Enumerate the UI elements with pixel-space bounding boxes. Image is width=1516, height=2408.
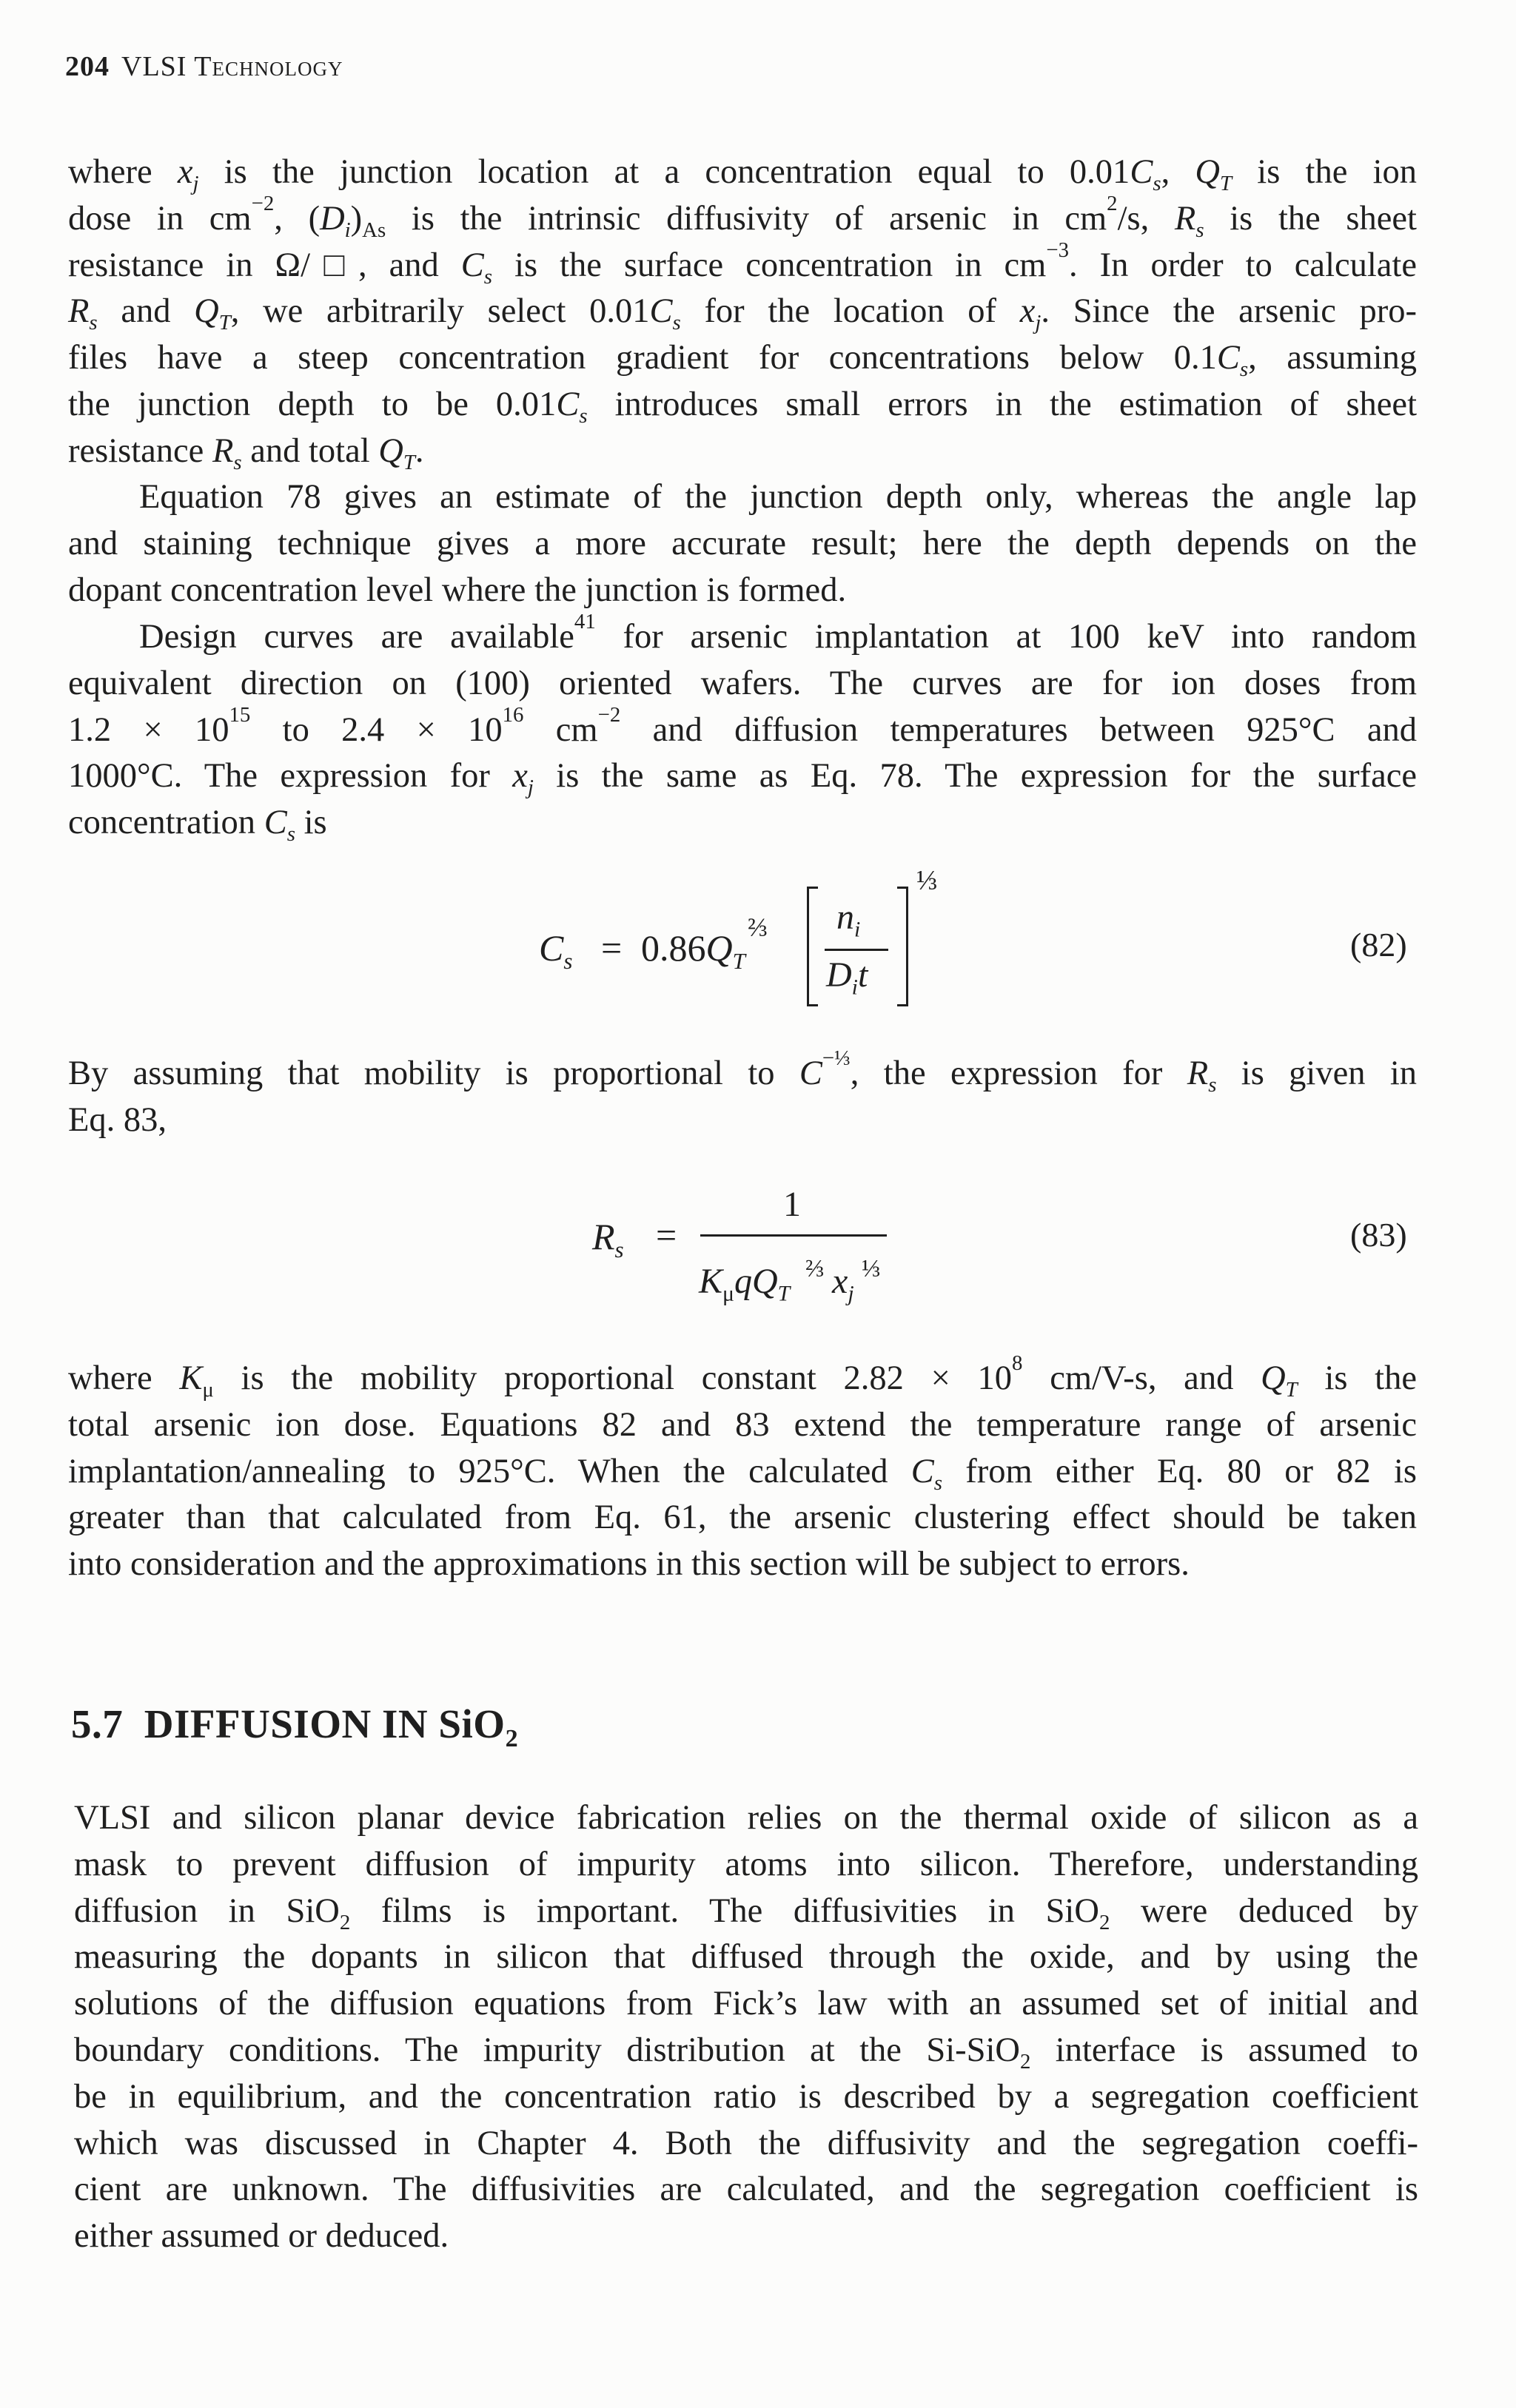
paragraph-design-curves [68, 610, 1417, 847]
text-line: which was discussed in Chapter 4. Both the diffusivity and the segregation coeffi- [74, 2124, 1418, 2162]
eq82-denominator: $D_it$ [826, 955, 868, 1000]
eq83-xj: $x_j$ [832, 1262, 854, 1306]
eq83-denominator: $K_\mu qQ_T$ [699, 1262, 791, 1306]
eq82-qt-exponent: ⅔ [748, 912, 768, 942]
book-title: VLSI Technology [121, 51, 343, 82]
text-line: mask to prevent diffusion of impurity atoms into silicon. Therefore, understanding [74, 1845, 1418, 1883]
eq82-number: (82) [1350, 926, 1407, 963]
text-line: $1.2 \times 10^{15}$ to $2.4 \times 10^{16}$ $cm^{-2}$ and diffusion temperatures between 925°C and [68, 702, 1417, 749]
text-line: solutions of the diffusion equations from Fick’s law with an assumed set of initial and [74, 1985, 1418, 2023]
text-line: be in equilibrium, and the concentration ratio is described by a segregation coefficient [74, 2077, 1418, 2116]
eq83-numerator: 1 [783, 1185, 801, 1224]
eq82-right-bracket [897, 887, 908, 1006]
text-line: diffusion in SiO$_2$ films is important. The diffusivities in SiO$_2$ were deduced by [74, 1891, 1418, 1934]
eq82-equals: = [601, 927, 623, 969]
eq83-number: (83) [1350, 1216, 1407, 1254]
section-title: DIFFUSION IN SiO [144, 1701, 506, 1746]
text-line: boundary conditions. The impurity distribution at the Si-SiO$_2$ interface is assumed to [74, 2031, 1419, 2074]
text-line: the junction depth to be $0.01C_s$ introduces small errors in the estimation of sheet [68, 385, 1417, 428]
eq82-lhs: $C_s$ [539, 927, 573, 974]
text-line: greater than that calculated from Eq. 61, the arsenic clustering effect should be taken [68, 1499, 1417, 1537]
paragraph-xj-definitions [68, 149, 1417, 475]
eq83-xj-exponent: ⅓ [862, 1255, 881, 1282]
text-line: files have a steep concentration gradient for concentrations below $0.1C_s$, assuming [68, 339, 1418, 382]
text-line: implantation/annealing to 925°C. When the calculated $C_s$ from either Eq. 80 or 82 is [68, 1452, 1417, 1495]
eq82-numerator: $n_i$ [836, 898, 861, 942]
paragraph-diffusion-in-sio2 [74, 1795, 1418, 2260]
text-line: 1000°C. The expression for $x_j$ is the same as Eq. 78. The expression for the surface [68, 757, 1417, 800]
text-line: equivalent direction on (100) oriented wafers. The curves are for ion doses from [68, 664, 1417, 702]
reference-41: 41 [574, 610, 596, 634]
page-number: 204 [65, 51, 110, 82]
text-line: $R_s$ and $Q_T$, we arbitrarily select $0.01C_s$ for the location of $x_j$. Since the arsenic pro- [68, 292, 1417, 335]
text-line: Design curves are available$^{41}$ for arsenic implantation at 100 keV into random [139, 610, 1417, 656]
section-heading: 5.7 DIFFUSION IN SiO$_2$ [71, 1701, 519, 1752]
text-line: either assumed or deduced. [74, 2217, 449, 2256]
eq82-outer-exponent: ⅓ [916, 865, 938, 896]
eq82-fraction-line [825, 949, 888, 951]
text-line: VLSI and silicon planar device fabrication relies on the thermal oxide of silicon as a [74, 1799, 1418, 1837]
running-head [65, 50, 343, 83]
eq82-coefficient: $0.86Q_T$ [641, 927, 745, 974]
text-line: dopant concentration level where the junction is formed. [68, 571, 847, 609]
text-line: where $K_\mu$ is the mobility proportional constant $2.82 \times 10^8$ cm/V-s, and $Q_T$ is the [68, 1351, 1417, 1402]
eq82-left-bracket [807, 887, 818, 1006]
text-line: By assuming that mobility is proportional to $C^{-\frac{1}{3}}$, the expression for $R_s$ is given in [68, 1046, 1418, 1097]
eq83-lhs: $R_s$ [592, 1216, 624, 1262]
text-line: resistance in Ω/□, and $C_s$ is the surface concentration in $cm^{-3}$. In order to calculate [68, 238, 1417, 289]
eq83-fraction-line [700, 1234, 887, 1237]
text-line: into consideration and the approximations in this section will be subject to errors. [68, 1545, 1190, 1584]
text-line: measuring the dopants in silicon that diffused through the oxide, and by using the [74, 1938, 1418, 1977]
text-line: total arsenic ion dose. Equations 82 and 83 extend the temperature range of arsenic [68, 1405, 1417, 1444]
section-number: 5.7 [71, 1701, 124, 1746]
text-line: and staining technique gives a more accurate result; here the depth depends on the [68, 524, 1417, 562]
eq83-equals: = [656, 1214, 677, 1256]
eq83-qt-exponent: ⅔ [805, 1255, 825, 1282]
paragraph-kmu [68, 1351, 1417, 1588]
paragraph-mobility [68, 1046, 1418, 1144]
text-line: where $x_j$ is the junction location at a concentration equal to $0.01C_s$, $Q_T$ is the ion [68, 153, 1418, 196]
text-line: Equation 78 gives an estimate of the junction depth only, whereas the angle lap [139, 478, 1417, 516]
text-line: dose in $cm^{-2}$, $(D_i)_{As}$ is the intrinsic diffusivity of arsenic in $cm^2/s$, $R_s$ is the sheet [68, 191, 1417, 242]
text-line: concentration $C_s$ is [68, 804, 327, 847]
text-line: resistance $R_s$ and total $Q_T$. [68, 431, 424, 474]
text-line: Eq. 83, [68, 1100, 167, 1139]
paragraph-equation-78 [68, 474, 1417, 613]
text-line: cient are unknown. The diffusivities are calculated, and the segregation coefficient is [74, 2170, 1418, 2209]
